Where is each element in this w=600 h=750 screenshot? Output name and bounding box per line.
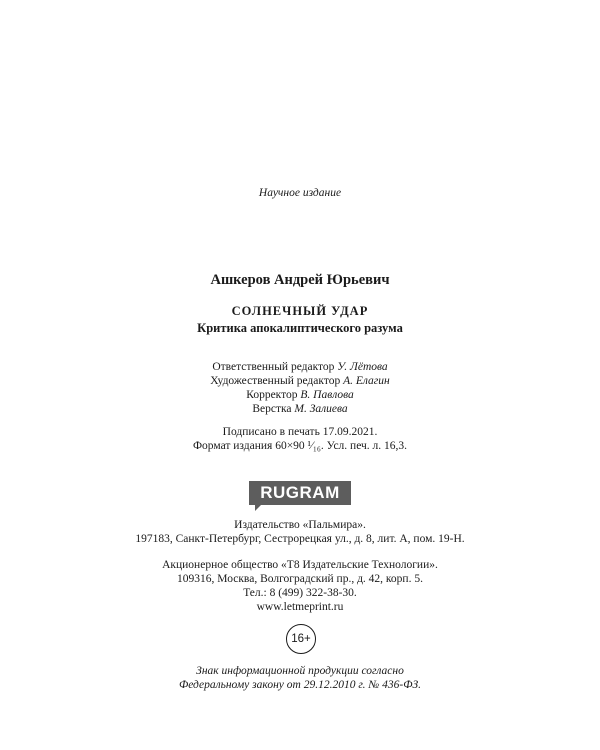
credit-line	[0, 375, 600, 387]
logo-tail-shape	[255, 505, 261, 511]
credit-role: Ответственный редактор	[212, 361, 335, 373]
printer-address: 109316, Москва, Волгоградский пр., д. 42, корп. 5.	[177, 573, 423, 585]
credit-name: М. Залиева	[294, 403, 348, 415]
printer-website[interactable]: www.letmeprint.ru	[256, 601, 344, 613]
publisher-address: 197183, Санкт-Петербург, Сестрорецкая ул., д. 8, лит. А, пом. 19-Н.	[135, 533, 465, 545]
edition-type: Научное издание	[258, 187, 342, 199]
credit-line	[0, 403, 600, 415]
credit-role: Верстка	[252, 403, 292, 415]
rugram-logo	[249, 481, 351, 505]
credit-name: А. Елагин	[343, 375, 390, 387]
credit-name: В. Павлова	[300, 389, 354, 401]
publisher-name: Издательство «Пальмира».	[234, 519, 366, 531]
credit-line	[0, 389, 600, 401]
credit-line	[0, 361, 600, 373]
printer-phone: Тел.: 8 (499) 322-38-30.	[243, 587, 357, 599]
book-subtitle: Критика апокалиптического разума	[197, 321, 403, 335]
credit-role: Корректор	[246, 389, 298, 401]
printer-name: Акционерное общество «Т8 Издательские Технологии».	[162, 559, 438, 571]
credit-role: Художественный редактор	[210, 375, 341, 387]
book-title: СОЛНЕЧНЫЙ УДАР	[231, 304, 369, 318]
law-notice-line1: Знак информационной продукции согласно	[196, 665, 404, 677]
age-rating-badge: 16+	[286, 624, 316, 654]
print-signed: Подписано в печать 17.09.2021.	[222, 426, 378, 438]
rugram-logo-label: RUGRAM	[249, 481, 351, 505]
print-format: Формат издания 60×90 ¹⁄₁₆. Усл. печ. л. 16,3.	[192, 440, 408, 452]
author-name: Ашкеров Андрей Юрьевич	[210, 272, 390, 288]
law-notice-line2: Федеральному закону от 29.12.2010 г. № 436-ФЗ.	[178, 679, 422, 691]
credit-name: У. Лётова	[337, 361, 388, 373]
